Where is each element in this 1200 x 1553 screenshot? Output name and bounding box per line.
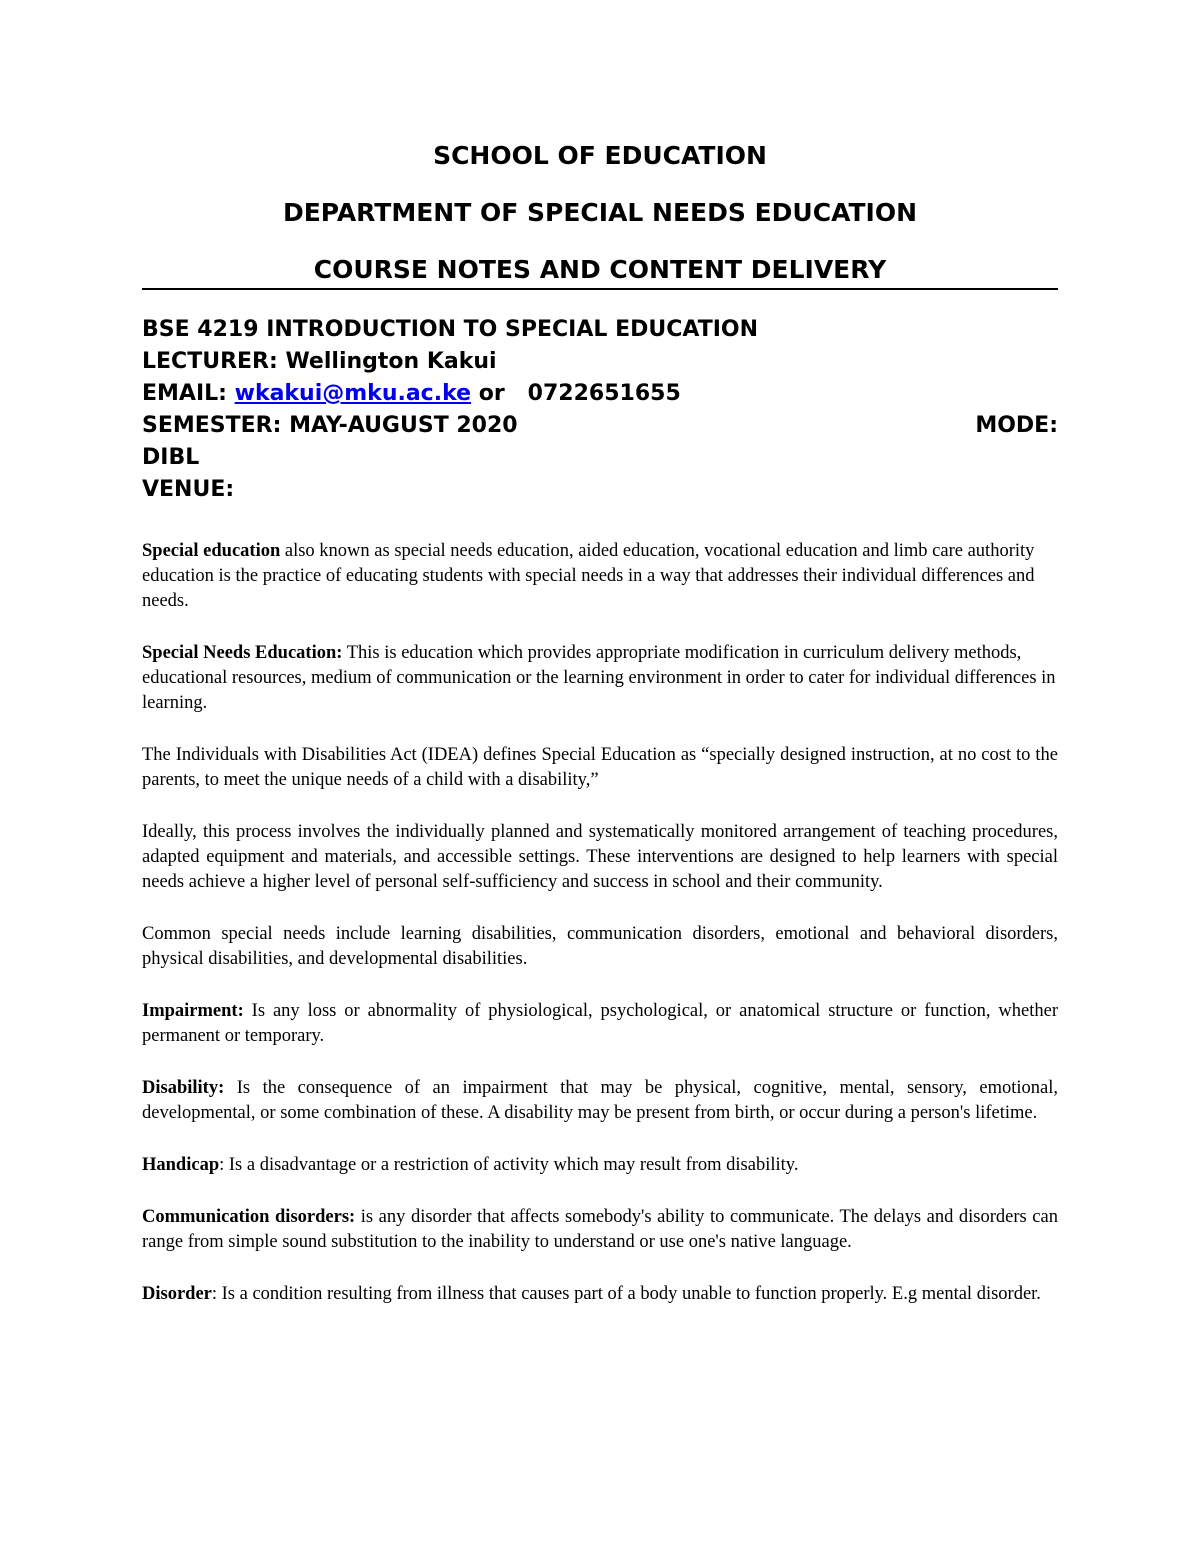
email-line [142,378,1058,410]
term-disability: Disability: [142,1078,225,1098]
phone-number: 0722651655 [527,381,681,406]
course-code-title: BSE 4219 INTRODUCTION TO SPECIAL EDUCATION [142,317,758,342]
definition-disorder: : Is a condition resulting from illness that causes part of a body unable to function properly. E.g mental disorder. [211,1284,1041,1304]
definition-disability: Is the consequence of an impairment that may be physical, cognitive, mental, sensory, emotional, developmental, or some combination of these. A disability may be present from birth, or occur during a person's lifetime. [142,1078,1058,1123]
body-content [142,539,1058,1307]
paragraph-special-education [142,539,1058,614]
course-info [142,314,1058,506]
term-special-education: Special education [142,541,281,561]
definition-special-education: also known as special needs education, aided education, vocational education and limb care authority education is the practice of educating students with special needs in a way that addresses their individual differences and needs. [142,541,1035,611]
definition-communication-disorders: is any disorder that affects somebody's ability to communicate. The delays and disorders can range from simple sound substitution to the inability to understand or use one's native language. [142,1207,1058,1252]
course-notes-title: COURSE NOTES AND CONTENT DELIVERY [142,252,1058,290]
mode-value: DIBL [142,445,200,470]
term-handicap: Handicap [142,1155,220,1175]
paragraph-impairment [142,999,1058,1049]
term-disorder: Disorder [142,1284,212,1304]
paragraph-common-needs: Common special needs include learning disabilities, communication disorders, emotional and behavioral disorders, physical disabilities, and developmental disabilities. [142,924,1058,969]
email-label: EMAIL: [142,381,227,406]
semester-line [142,410,1058,442]
paragraph-handicap [142,1153,1058,1178]
paragraph-special-needs-education [142,641,1058,716]
paragraph-disability [142,1076,1058,1126]
email-link[interactable]: wkakui@mku.ac.ke [234,381,472,406]
document-page [142,138,1058,1334]
department-title: DEPARTMENT OF SPECIAL NEEDS EDUCATION [282,198,918,227]
semester-text: SEMESTER: MAY-AUGUST 2020 [142,413,518,438]
mode-label: MODE: [975,413,1058,438]
definition-special-needs-education: This is education which provides appropriate modification in curriculum delivery methods, educational resources, medium of communication or the learning environment in order to cater for individual differences in learning. [142,643,1056,713]
lecturer-line [142,346,1058,378]
or-text: or [478,381,505,406]
paragraph-disorder [142,1282,1058,1307]
definition-handicap: : Is a disadvantage or a restriction of activity which may result from disability. [219,1155,799,1175]
lecturer-label: LECTURER: [142,349,278,374]
paragraph-idea: The Individuals with Disabilities Act (IDEA) defines Special Education as “specially designed instruction, at no cost to the parents, to meet the unique needs of a child with a disability,” [142,745,1058,790]
term-special-needs-education: Special Needs Education: [142,643,343,663]
venue-label: VENUE: [142,477,235,502]
lecturer-name: Wellington Kakui [285,349,497,374]
paragraph-communication-disorders [142,1205,1058,1255]
definition-impairment: Is any loss or abnormality of physiological, psychological, or anatomical structure or function, whether permanent or temporary. [142,1001,1058,1046]
term-impairment: Impairment: [142,1001,244,1021]
term-communication-disorders: Communication disorders: [142,1207,356,1227]
paragraph-ideally: Ideally, this process involves the individually planned and systematically monitored arrangement of teaching procedures, adapted equipment and materials, and accessible settings. These interventions are designed to help learners with special needs achieve a higher level of personal self-sufficiency and success in school and their community. [142,822,1058,892]
school-title: SCHOOL OF EDUCATION [433,141,767,170]
